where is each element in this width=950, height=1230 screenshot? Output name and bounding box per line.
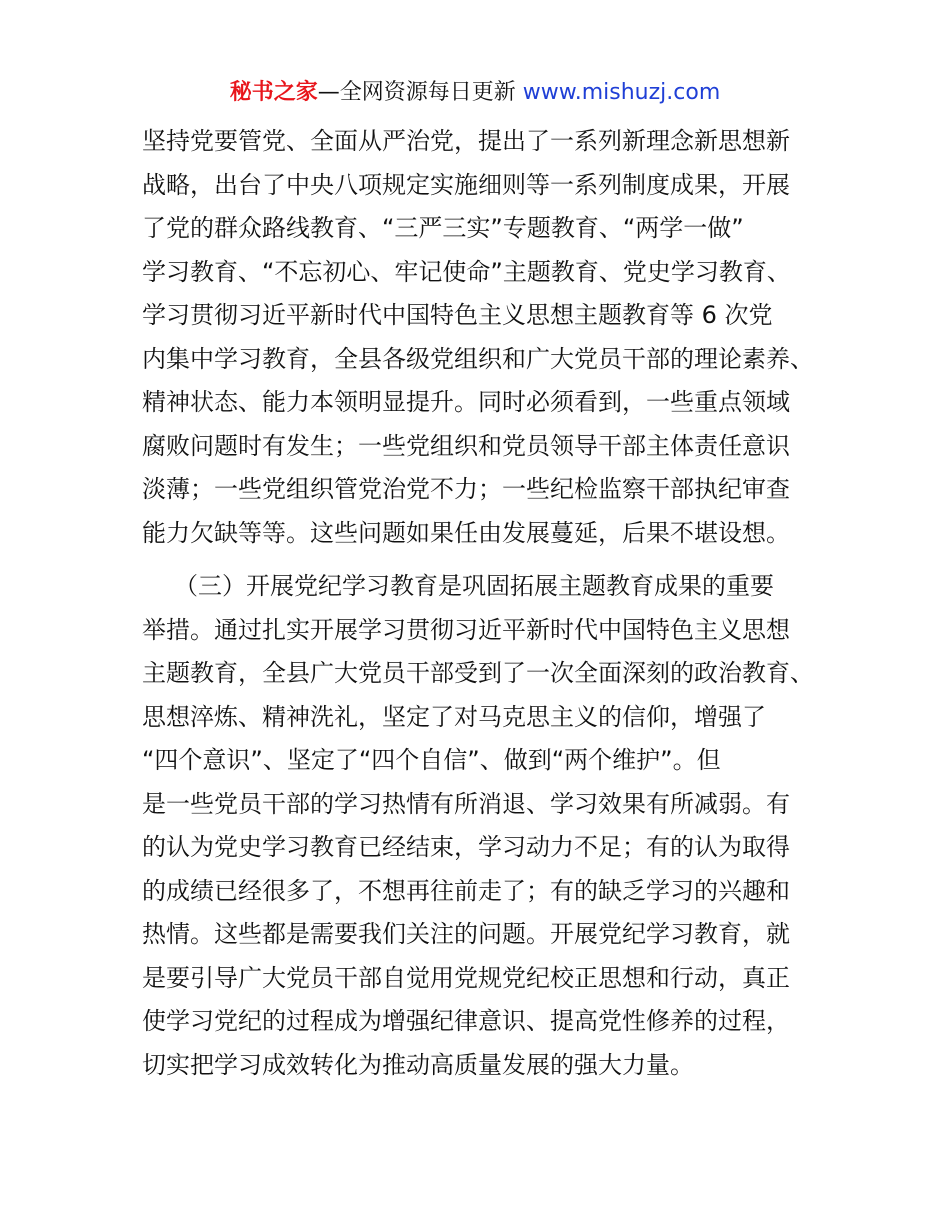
text-line: 内集中学习教育，全县各级党组织和广大党员干部的理论素养、 — [142, 344, 814, 373]
text-line: 战略，出台了中央八项规定实施细则等一系列制度成果，开展 — [142, 170, 790, 199]
paragraph-1 — [142, 120, 822, 555]
text-line: 切实把学习成效转化为推动高质量发展的强大力量。 — [142, 1050, 694, 1079]
text-line: 的认为党史学习教育已经结束，学习动力不足；有的认为取得 — [142, 833, 790, 861]
text-line: 腐败问题时有发生；一些党组织和党员领导干部主体责任意识 — [142, 431, 790, 460]
paragraph-2 — [142, 565, 822, 1087]
text-line: 热情。这些都是需要我们关注的问题。开展党纪学习教育，就 — [142, 920, 790, 948]
text-line: “四个意识”、坚定了“四个自信”、做到“两个维护”。但 — [142, 746, 721, 774]
text-line: 举措。通过扎实开展学习贯彻习近平新时代中国特色主义思想 — [142, 615, 790, 644]
text-line: 能力欠缺等等。这些问题如果任由发展蔓延，后果不堪设想。 — [142, 518, 790, 547]
text-line: 的成绩已经很多了，不想再往前走了；有的缺乏学习的兴趣和 — [142, 876, 790, 905]
text-line: 思想淬炼、精神洗礼，坚定了对马克思主义的信仰，增强了 — [142, 702, 766, 731]
text-line: 了党的群众路线教育、“三严三实”专题教育、“两学一做” — [142, 214, 744, 242]
text-line: 学习教育、“不忘初心、牢记使命”主题教育、党史学习教育、 — [142, 257, 791, 286]
text-line: 使学习党纪的过程成为增强纪律意识、提高党性修养的过程， — [142, 1007, 790, 1035]
text-line: （三）开展党纪学习教育是巩固拓展主题教育成果的重要 — [174, 572, 774, 600]
text-line: 学习贯彻习近平新时代中国特色主义思想主题教育等 6 次党 — [142, 301, 773, 329]
document-body — [142, 120, 822, 1087]
site-brand: 秘书之家 — [229, 80, 318, 105]
text-line: 坚持党要管党、全面从严治党，提出了一系列新理念新思想新 — [142, 127, 790, 155]
text-line: 是要引导广大党员干部自觉用党规党纪校正思想和行动，真正 — [142, 963, 790, 992]
site-header — [0, 78, 950, 108]
paragraph-gap — [142, 555, 822, 565]
text-line: 精神状态、能力本领明显提升。同时必须看到，一些重点领域 — [142, 388, 790, 416]
text-line: 是一些党员干部的学习热情有所消退、学习效果有所减弱。有 — [142, 789, 790, 818]
text-line: 主题教育，全县广大党员干部受到了一次全面深刻的政治教育、 — [142, 659, 814, 687]
site-tagline: —全网资源每日更新 — [317, 80, 516, 105]
site-url-link[interactable]: www.mishuzj.com — [522, 80, 721, 105]
text-line: 淡薄；一些党组织管党治党不力；一些纪检监察干部执纪审查 — [142, 475, 790, 503]
